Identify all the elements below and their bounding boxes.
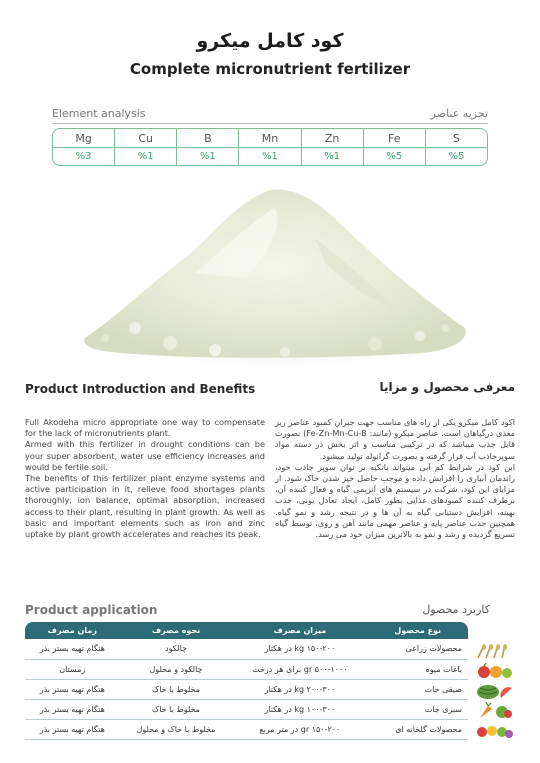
intro-paragraph: اکود کامل میکرو یکی از راه های مناسب جهت جبران کمبود عناصر ریز مغذی درگیاهان است. عناصر میکرو (مانند: Fe-Zn-Mn-Cu-B) بصورت قابل جذب میباشد که در ترکیبی مناسب و اثر بخش در دسته مواد سوپرجاذب آب قرار گرفته و بصورت گرانوله تولید میشود.: [275, 417, 515, 461]
element-percentage: %1: [199, 151, 216, 162]
column-header: زمان مصرف: [25, 622, 120, 639]
table-row: [25, 639, 468, 659]
section-heading-application-fa: کاربرد محصول: [422, 603, 490, 616]
crop-type: باغات میوه: [367, 659, 468, 679]
usage-amount: ۱۵۰-۲۰۰ kg در هکتار: [232, 639, 367, 659]
usage-time: هنگام تهیه بستر بذر: [25, 679, 120, 699]
crop-type: محصولات زراعی: [367, 639, 468, 659]
element-column: [302, 129, 364, 165]
table-row: [25, 699, 468, 719]
element-percentage: %1: [324, 151, 341, 162]
page-title-fa: کود کامل میکرو: [196, 30, 344, 52]
section-heading-intro-en: Product Introduction and Benefits: [25, 382, 256, 396]
table-row: [25, 659, 468, 679]
element-percentage: %5: [386, 151, 403, 162]
element-column: [177, 129, 239, 165]
vegetable-icon: [470, 701, 518, 721]
element-analysis-label-en: Element analysis: [52, 107, 146, 120]
usage-time: هنگام تهیه بستر بذر: [25, 719, 120, 739]
usage-method: مخلوط با خاک: [120, 699, 233, 719]
section-heading-intro-fa: معرفی محصول و مزایا: [379, 380, 515, 394]
element-symbol: Mg: [53, 129, 114, 148]
page-title-en: Complete micronutrient fertilizer: [129, 60, 411, 78]
intro-paragraph: Full Akodeha micro appropriate one way to compensate for the lack of micronutrients plant.: [25, 417, 265, 439]
column-header: میزان مصرف: [232, 622, 367, 639]
usage-amount: ۱۵۰-۲۰۰ gr در متر مربع: [232, 719, 367, 739]
usage-method: مخلوط با خاک: [120, 679, 233, 699]
element-percentage: %1: [262, 151, 278, 162]
crop-type: محصولات گلخانه ای: [367, 719, 468, 739]
intro-text-en: [25, 417, 265, 540]
table-header-row: [25, 622, 468, 639]
element-column: [426, 129, 487, 165]
crop-icons: [470, 641, 518, 741]
element-column: [364, 129, 426, 165]
element-symbol: Zn: [302, 129, 363, 148]
element-percentage: %5: [448, 151, 465, 162]
element-column: [239, 129, 301, 165]
table-row: [25, 719, 468, 739]
wheat-icon: [470, 641, 518, 661]
greenhouse-icon: [470, 721, 518, 741]
element-column: [53, 129, 115, 165]
element-symbol: S: [426, 129, 487, 148]
element-column: [115, 129, 177, 165]
element-percentage: %1: [137, 151, 154, 162]
melon-icon: [470, 681, 518, 701]
intro-paragraph: Armed with this fertilizer in drought conditions can be your super absorbent, water use efficiency increases and would be fertile soil.: [25, 439, 265, 472]
usage-amount: ۲۰۰-۳۰۰ kg در هکتار: [232, 679, 367, 699]
element-percentage: %3: [75, 151, 92, 162]
usage-method: مخلوط با خاک و محلول: [120, 719, 233, 739]
element-analysis-label-fa: تجزیه عناصر: [430, 107, 488, 120]
usage-method: چالکود و محلول: [120, 659, 233, 679]
element-symbol: B: [177, 129, 238, 148]
intro-text-fa: [275, 417, 515, 540]
table-row: [25, 679, 468, 699]
column-header: نوع محصول: [367, 622, 468, 639]
usage-method: چالکود: [120, 639, 233, 659]
usage-time: زمستان: [25, 659, 120, 679]
crop-type: سبزی جات: [367, 699, 468, 719]
usage-amount: ۱۰۰-۳۰۰ kg در هکتار: [232, 699, 367, 719]
usage-time: هنگام تهیه بستر بذر: [25, 639, 120, 659]
element-symbol: Mn: [239, 129, 300, 148]
section-heading-application-en: Product application: [25, 603, 158, 617]
fruit-icon: [470, 661, 518, 681]
divider: [52, 123, 488, 124]
crop-type: صیفی جات: [367, 679, 468, 699]
usage-amount: ۵۰۰-۱۰۰۰ gr برای هر درخت: [232, 659, 367, 679]
fertilizer-powder-image: [75, 178, 475, 368]
element-symbol: Fe: [364, 129, 425, 148]
column-header: نحوه مصرف: [120, 622, 233, 639]
application-table: [25, 622, 468, 740]
intro-paragraph: The benefits of this fertilizer plant enzyme systems and active participation in it, relieve food shortages plants thoroughly, ion balance, optimal absorption, increased access to their plant, resulting in plant growth. As well as basic and important elements such as iron and zinc uptake by plant growth accelerates and reaches its peak.: [25, 473, 265, 540]
element-symbol: Cu: [115, 129, 176, 148]
usage-time: هنگام تهیه بستر بذر: [25, 699, 120, 719]
intro-paragraph: این کود در شرایط کم آبی میتواند باتکیه بر توان سوپر جاذب خود، راندمان آبیاری را افزایش داده و موجب حاصل خیز شدن خاک شود. از مزایای این کود، شرکت در سیستم های آنزیمی گیاه و فعال کننده آن، برطرف کننده کمبودهای غذایی بطور کامل، ایجاد تعادل یونی، جذب بهینه، افزایش دستیابی گیاه به آن ها و در نتیجه رشد و نمو گیاه. همچنین جذب عناصر پایه و عناصر مهمی مانند آهن و روی، توسط گیاه تسریع گردیده و رشد و نمو به بالاترین میزان خود می رسد.: [275, 461, 515, 540]
element-analysis-table: [52, 128, 488, 166]
